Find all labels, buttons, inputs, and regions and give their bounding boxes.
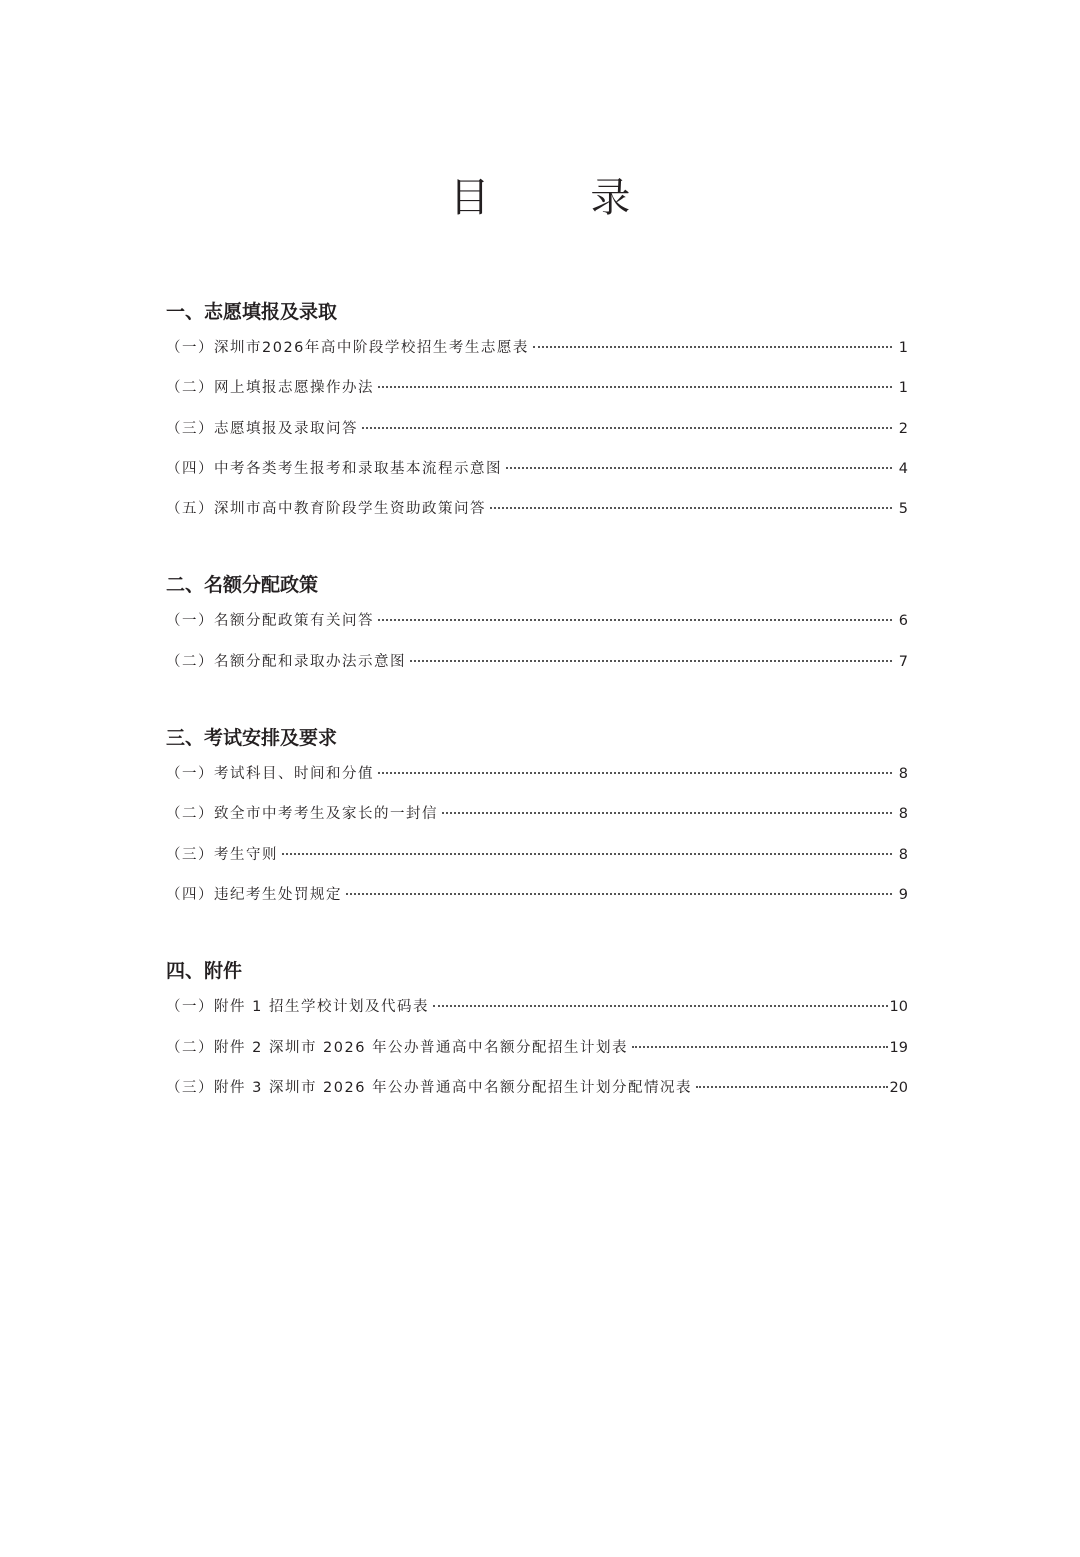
dot-leader	[410, 660, 892, 662]
entry-page-number: 1	[898, 380, 908, 397]
entry-page-number: 8	[898, 766, 908, 783]
dot-leader	[433, 1005, 888, 1007]
toc-section-2	[166, 571, 908, 692]
toc-entry[interactable]	[166, 1078, 908, 1118]
entry-label: （二）附件 2 深圳市 2026 年公办普通高中名额分配招生计划表	[166, 1039, 629, 1056]
toc-entry[interactable]	[166, 764, 908, 804]
dot-leader	[632, 1046, 887, 1048]
toc-section-1	[166, 298, 908, 539]
dot-leader	[378, 772, 892, 774]
entry-label: （四）违纪考生处罚规定	[166, 886, 342, 903]
toc-entry[interactable]	[166, 804, 908, 844]
dot-leader	[378, 386, 892, 388]
dot-leader	[362, 427, 892, 429]
entry-page-number: 8	[898, 846, 908, 863]
toc-section-3	[166, 724, 908, 925]
entry-page-number: 6	[898, 613, 908, 630]
entry-label: （三）志愿填报及录取问答	[166, 420, 358, 437]
dot-leader	[490, 507, 892, 509]
dot-leader	[506, 467, 892, 469]
toc-entry[interactable]	[166, 378, 908, 418]
entry-label: （一）附件 1 招生学校计划及代码表	[166, 999, 429, 1016]
table-of-contents	[166, 298, 908, 1150]
entry-page-number: 9	[898, 886, 908, 903]
entry-page-number: 19	[889, 1039, 908, 1056]
entry-label: （一）考试科目、时间和分值	[166, 766, 374, 783]
entry-page-number: 8	[898, 806, 908, 823]
entry-page-number: 7	[898, 653, 908, 670]
toc-entry[interactable]	[166, 611, 908, 651]
entry-label: （三）附件 3 深圳市 2026 年公办普通高中名额分配招生计划分配情况表	[166, 1079, 693, 1096]
section-heading: 二、名额分配政策	[166, 574, 319, 597]
entry-label: （五）深圳市高中教育阶段学生资助政策问答	[166, 501, 486, 518]
dot-leader	[442, 812, 892, 814]
entry-page-number: 5	[898, 501, 908, 518]
section-heading: 一、志愿填报及录取	[166, 301, 338, 323]
section-heading: 三、考试安排及要求	[166, 727, 338, 750]
entry-label: （一）名额分配政策有关问答	[166, 613, 374, 630]
entry-page-number: 2	[898, 420, 908, 437]
entry-label: （二）致全市中考考生及家长的一封信	[166, 806, 438, 823]
dot-leader	[533, 346, 892, 348]
toc-entry[interactable]	[166, 499, 908, 539]
toc-entry[interactable]	[166, 459, 908, 499]
toc-entry[interactable]	[166, 652, 908, 692]
entry-page-number: 20	[889, 1079, 908, 1096]
toc-entry[interactable]	[166, 1038, 908, 1078]
page-title: 目 录	[449, 175, 675, 221]
entry-label: （三）考生守则	[166, 846, 278, 863]
entry-page-number: 4	[898, 460, 908, 477]
entry-label: （二）名额分配和录取办法示意图	[166, 653, 406, 670]
section-heading: 四、附件	[166, 960, 243, 983]
entry-label: （二）网上填报志愿操作办法	[166, 380, 374, 397]
toc-entry[interactable]	[166, 845, 908, 885]
toc-entry[interactable]	[166, 338, 908, 378]
entry-page-number: 10	[889, 999, 908, 1016]
dot-leader	[282, 853, 892, 855]
dot-leader	[378, 619, 892, 621]
entry-page-number: 1	[898, 340, 908, 356]
toc-entry[interactable]	[166, 419, 908, 459]
toc-entry[interactable]	[166, 885, 908, 925]
toc-entry[interactable]	[166, 997, 908, 1037]
toc-section-4	[166, 957, 908, 1118]
dot-leader	[346, 893, 892, 895]
dot-leader	[696, 1086, 887, 1088]
entry-label: （一）深圳市2026年高中阶段学校招生考生志愿表	[166, 340, 529, 356]
entry-label: （四）中考各类考生报考和录取基本流程示意图	[166, 460, 502, 477]
